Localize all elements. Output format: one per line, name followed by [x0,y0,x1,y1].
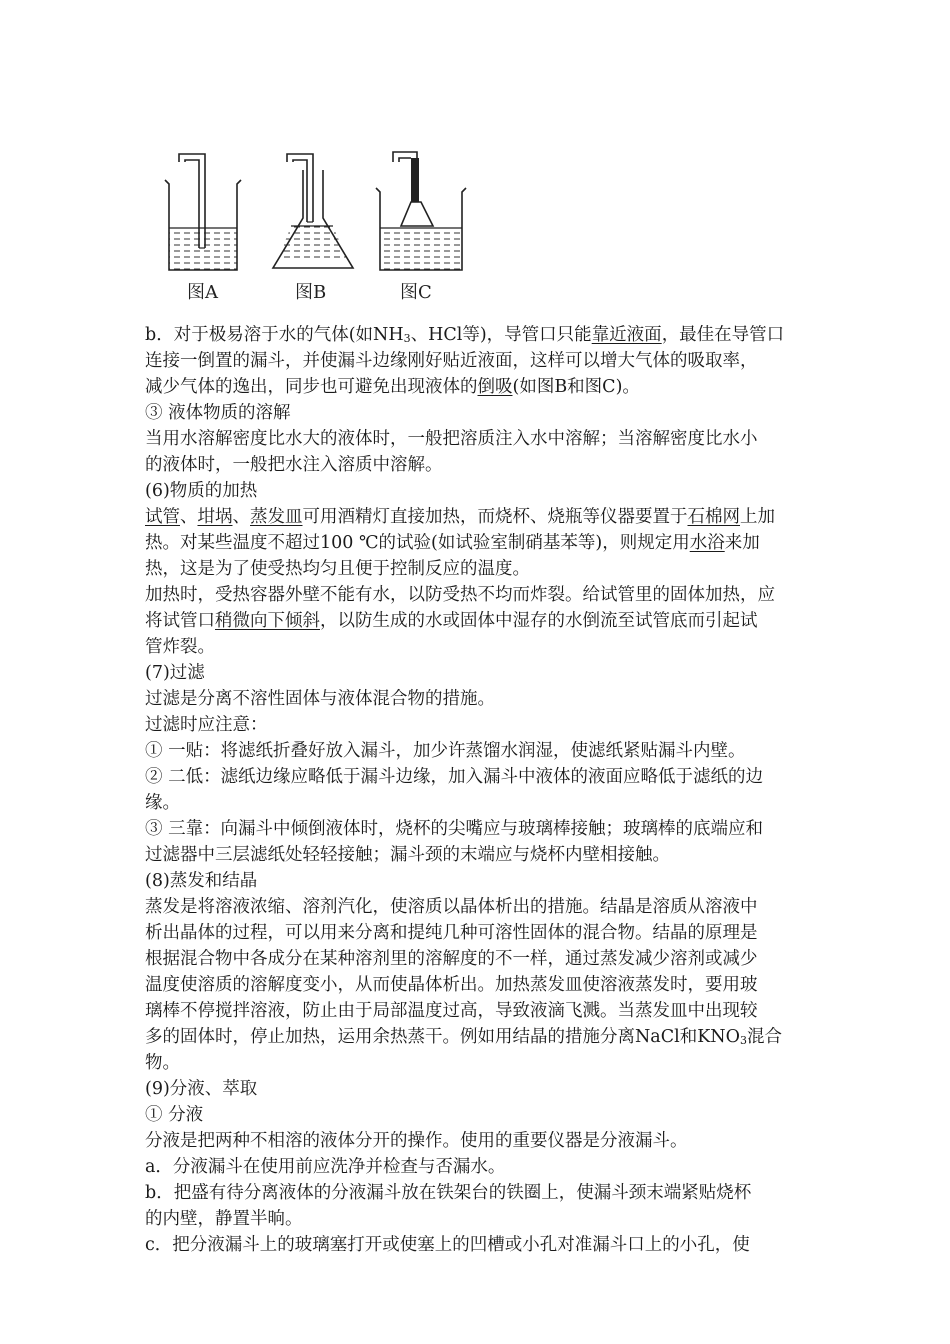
text-segment: 过滤是分离不溶性固体与液体混合物的措施。 [145,689,495,709]
text-segment: 缘。 [145,793,180,813]
text-segment: ，最佳在导管口 [661,325,785,345]
text-line [145,1206,815,1232]
subscript: 3 [403,332,411,345]
text-segment: 管炸裂。 [145,637,215,657]
text-segment: 将试管口 [145,611,215,631]
text-line [145,452,815,478]
text-segment: 过滤时应注意： [145,715,268,735]
text-segment: 可用酒精灯直接加热，而烧杯、烧瓶等仪器要置于 [302,507,688,527]
text-line [145,530,815,556]
text-segment: a．分液漏斗在使用前应洗净并检查与否漏水。 [145,1157,506,1177]
text-line [145,1232,815,1258]
text-line [145,686,815,712]
text-segment: 热，这是为了使受热均匀且便于控制反应的温度。 [145,559,530,579]
text-segment: 、 [180,507,198,527]
text-segment: 上加 [740,507,775,527]
text-line [145,998,815,1024]
text-line [145,1050,815,1076]
text-line [145,738,815,764]
text-segment: 热。对某些温度不超过100 ℃的试验(如试验室制硝基苯等)，则规定用 [145,533,690,553]
text-line [145,1024,815,1050]
text-line [145,582,815,608]
text-line [145,504,815,530]
text-line [145,946,815,972]
text-segment: (6)物质的加热 [145,481,258,501]
text-line [145,660,815,686]
text-line [145,634,815,660]
text-line [145,972,815,998]
text-line [145,1154,815,1180]
text-line [145,556,815,582]
text-segment: 的内壁，静置半晌。 [145,1209,303,1229]
text-line [145,816,815,842]
text-line [145,868,815,894]
text-line [145,790,815,816]
underlined-term: 稍微向下倾斜 [215,611,320,631]
text-segment: 、 [232,507,250,527]
caption-b: 图B [295,282,327,303]
text-segment: 分液是把两种不相溶的液体分开的操作。使用的重要仪器是分液漏斗。 [145,1131,688,1151]
text-segment: 物。 [145,1053,180,1073]
text-segment: ，以防生成的水或固体中湿存的水倒流至试管底而引起试 [320,611,758,631]
text-line [145,374,815,400]
text-line [145,426,815,452]
text-segment: (9)分液、萃取 [145,1079,258,1099]
text-segment: b．把盛有待分离液体的分液漏斗放在铁架台的铁圈上，使漏斗颈末端紧贴烧杯 [145,1183,752,1203]
caption-c: 图C [400,282,432,303]
text-segment: ① 分液 [145,1105,204,1125]
text-line [145,348,815,374]
text-segment: 过滤器中三层滤纸处轻轻接触；漏斗颈的末端应与烧杯内壁相接触。 [145,845,670,865]
text-segment: ① 一贴：将滤纸折叠好放入漏斗，加少许蒸馏水润湿，使滤纸紧贴漏斗内壁。 [145,741,746,761]
text-line [145,322,815,348]
text-line [145,1102,815,1128]
text-segment: 的液体时，一般把水注入溶质中溶解。 [145,455,443,475]
underlined-term: 水浴 [689,533,725,553]
text-segment: 璃棒不停搅拌溶液，防止由于局部温度过高，导致液滴飞溅。当蒸发皿中出现较 [145,1001,758,1021]
text-line [145,712,815,738]
text-line [145,842,815,868]
text-line [145,608,815,634]
text-line [145,920,815,946]
underlined-term: 坩埚 [197,507,233,527]
text-segment: 温度使溶质的溶解度变小，从而使晶体析出。加热蒸发皿使溶液蒸发时，要用玻 [145,975,758,995]
text-line [145,764,815,790]
text-line [145,400,815,426]
body-text [145,322,815,1258]
text-segment: 蒸发是将溶液浓缩、溶剂汽化，使溶质以晶体析出的措施。结晶是溶质从溶液中 [145,897,758,917]
underlined-term: 倒吸 [477,377,513,397]
text-segment: (7)过滤 [145,663,205,683]
underlined-term: 试管 [145,507,180,527]
text-line [145,1076,815,1102]
text-segment: c．把分液漏斗上的玻璃塞打开或使塞上的凹槽或小孔对准漏斗口上的小孔，使 [145,1235,750,1255]
text-segment: ③ 三靠：向漏斗中倾倒液体时，烧杯的尖嘴应与玻璃棒接触；玻璃棒的底端应和 [145,819,764,839]
underlined-term: 靠近液面 [591,325,662,345]
text-line [145,894,815,920]
text-line [145,1128,815,1154]
underlined-term: 蒸发皿 [250,507,303,527]
text-segment: 连接一倒置的漏斗，并使漏斗边缘刚好贴近液面，这样可以增大气体的吸取率， [145,351,758,371]
underlined-term: 石棉网 [687,507,740,527]
text-segment: b．对于极易溶于水的气体(如NH [145,325,404,345]
text-segment: 多的固体时，停止加热，运用余热蒸干。例如用结晶的措施分离NaCl和KNO [145,1027,740,1047]
text-segment: 加热时，受热容器外壁不能有水，以防受热不均而炸裂。给试管里的固体加热，应 [145,585,775,605]
text-segment: 当用水溶解密度比水大的液体时，一般把溶质注入水中溶解；当溶解密度比水小 [145,429,758,449]
flask-b-diagram [273,154,353,268]
text-segment: ② 二低：滤纸边缘应略低于漏斗边缘，加入漏斗中液体的液面应略低于滤纸的边 [145,767,764,787]
text-segment: 来加 [724,533,760,553]
text-line [145,478,815,504]
text-segment: 析出晶体的过程，可以用来分离和提纯几种可溶性固体的混合物。结晶的原理是 [145,923,758,943]
beaker-a-diagram [165,154,241,270]
text-segment: ③ 液体物质的溶解 [145,403,291,423]
text-segment: 、HCl等)，导管口只能 [410,325,592,345]
caption-a: 图A [187,282,218,303]
text-segment: (如图B和图C)。 [512,377,640,397]
text-segment: (8)蒸发和结晶 [145,871,258,891]
text-line [145,1180,815,1206]
text-segment: 根据混合物中各成分在某种溶剂里的溶解度的不一样，通过蒸发减少溶剂或减少 [145,949,758,969]
subscript: 3 [739,1034,747,1047]
apparatus-figure [143,122,468,312]
text-segment: 混合 [746,1027,782,1047]
beaker-c-diagram [376,152,466,270]
text-segment: 减少气体的逸出，同步也可避免出现液体的 [145,377,478,397]
